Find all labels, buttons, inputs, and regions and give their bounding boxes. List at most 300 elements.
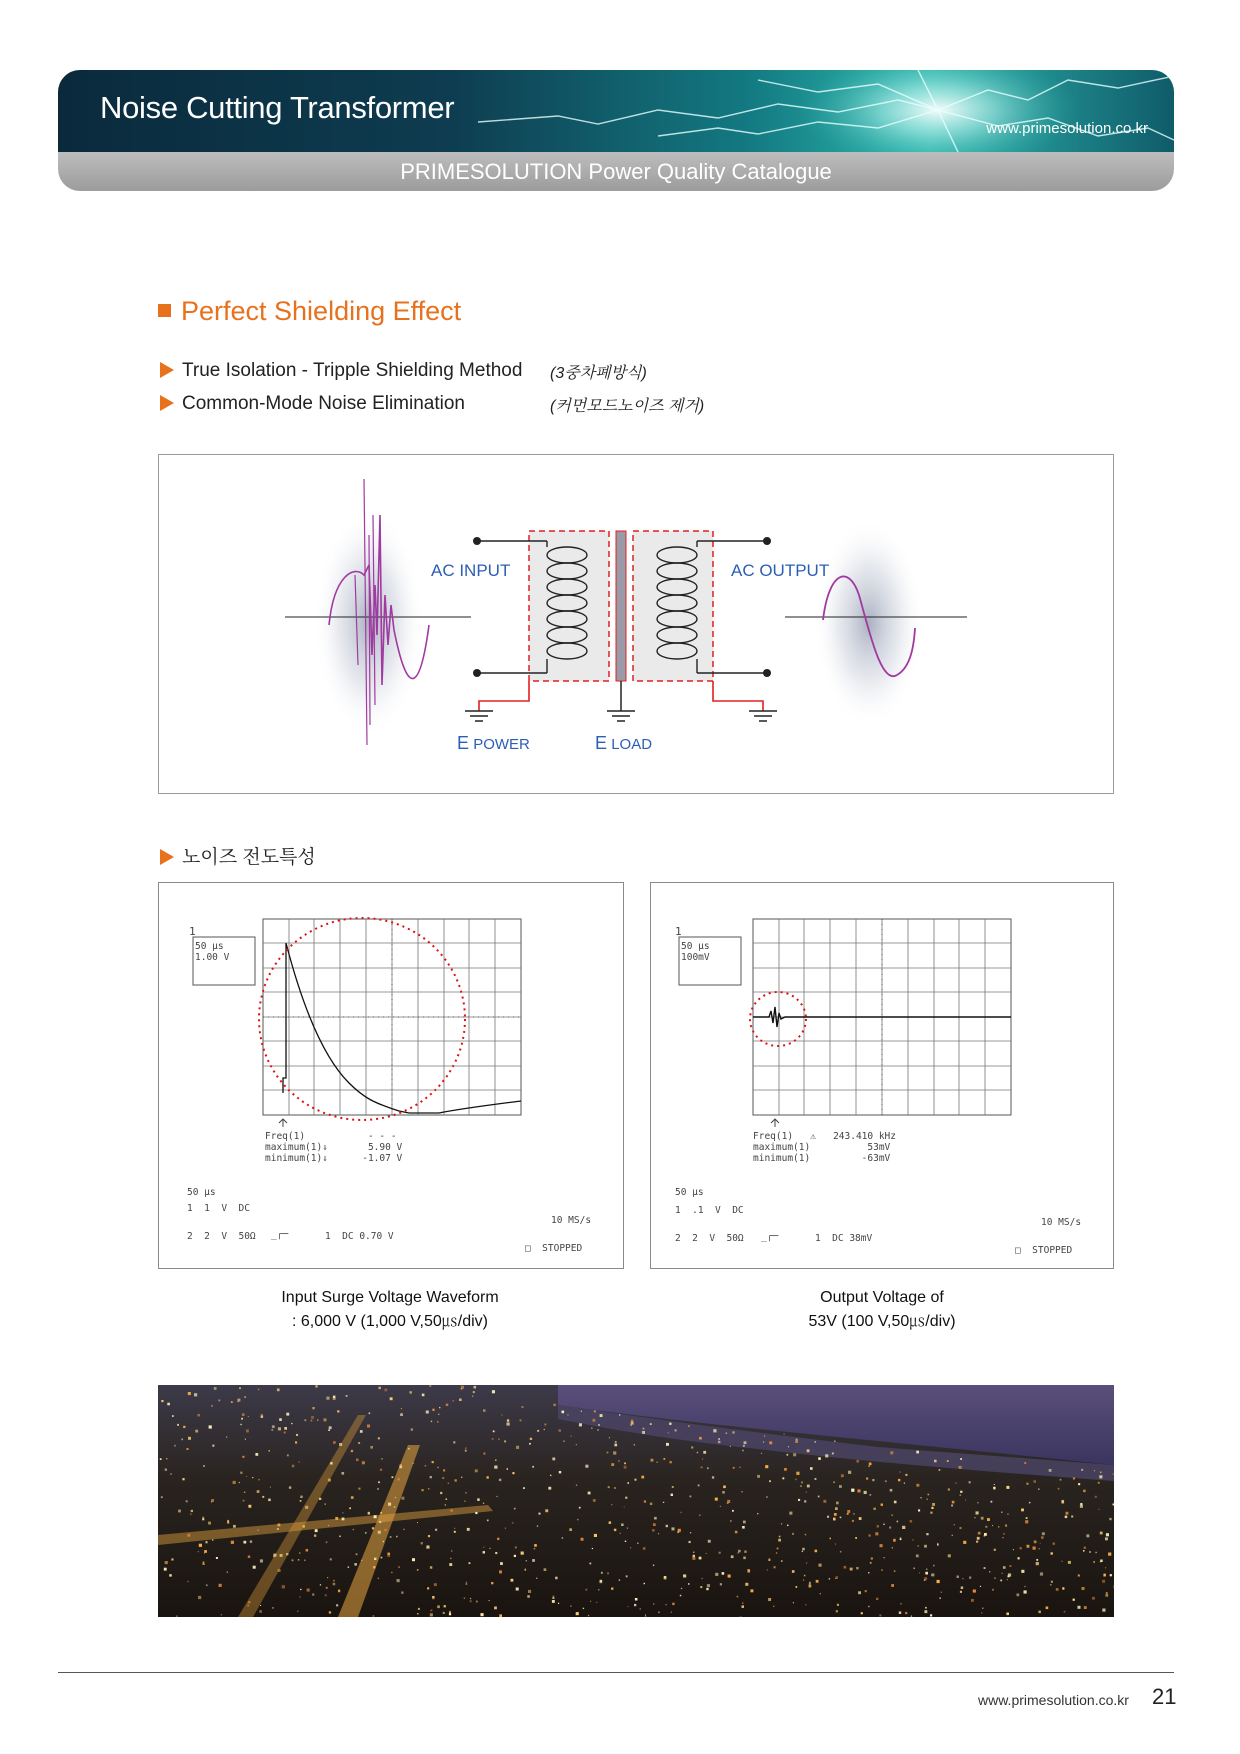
city-light xyxy=(607,1572,609,1574)
city-light xyxy=(707,1467,709,1469)
city-light xyxy=(459,1399,462,1402)
city-light xyxy=(994,1578,995,1579)
city-light xyxy=(994,1549,996,1551)
city-light xyxy=(856,1460,859,1463)
city-light xyxy=(1094,1470,1095,1471)
city-light xyxy=(868,1572,870,1574)
scope-sample-rate: 10 MS/s xyxy=(1041,1217,1082,1228)
city-light xyxy=(757,1513,758,1514)
city-light xyxy=(450,1558,451,1559)
city-light xyxy=(396,1536,398,1538)
city-light xyxy=(311,1420,313,1422)
city-light xyxy=(1001,1512,1002,1513)
city-light xyxy=(453,1441,455,1443)
city-light xyxy=(870,1494,872,1496)
city-light xyxy=(1062,1500,1064,1502)
city-light xyxy=(829,1578,830,1579)
city-light xyxy=(374,1515,377,1518)
city-light xyxy=(1026,1483,1028,1485)
city-light xyxy=(688,1583,690,1585)
city-light xyxy=(270,1487,271,1488)
city-light xyxy=(877,1525,879,1527)
city-light xyxy=(701,1466,703,1468)
city-light xyxy=(839,1485,842,1488)
city-light xyxy=(1066,1512,1069,1515)
city-light xyxy=(1003,1533,1005,1535)
city-light xyxy=(170,1473,171,1474)
ac-input-label: AC INPUT xyxy=(431,561,511,580)
city-light xyxy=(306,1549,309,1552)
city-light xyxy=(653,1603,654,1604)
city-light xyxy=(663,1502,664,1503)
city-light xyxy=(581,1411,582,1412)
city-light xyxy=(1002,1573,1003,1574)
city-light xyxy=(614,1444,617,1447)
city-light xyxy=(277,1528,279,1530)
city-light xyxy=(330,1462,332,1464)
city-light xyxy=(926,1533,928,1535)
city-light xyxy=(272,1425,275,1428)
city-light xyxy=(1051,1581,1053,1583)
city-light xyxy=(931,1575,932,1576)
city-light xyxy=(525,1569,527,1571)
city-light xyxy=(326,1541,328,1543)
scope-measurements: Freq(1) - - - maximum(1)⇓ 5.90 V minimum(1)⇓ -1.07 V xyxy=(265,1131,403,1164)
city-light xyxy=(1033,1547,1036,1550)
city-light xyxy=(621,1524,624,1527)
city-light xyxy=(1065,1516,1068,1519)
city-light xyxy=(642,1431,645,1434)
city-light xyxy=(985,1526,987,1528)
city-light xyxy=(992,1589,994,1591)
city-light xyxy=(443,1612,445,1614)
city-light xyxy=(451,1550,452,1551)
city-light xyxy=(937,1580,940,1583)
city-light xyxy=(305,1506,308,1509)
city-light xyxy=(593,1499,596,1502)
city-light xyxy=(240,1424,241,1425)
city-light xyxy=(866,1478,868,1480)
city-light xyxy=(767,1569,768,1570)
city-light xyxy=(781,1523,782,1524)
city-light xyxy=(830,1538,832,1540)
city-light xyxy=(392,1476,394,1478)
city-light xyxy=(475,1469,478,1472)
city-light xyxy=(850,1568,853,1571)
city-light xyxy=(432,1409,434,1411)
city-light xyxy=(514,1508,516,1510)
city-light xyxy=(1020,1547,1022,1549)
city-light xyxy=(1003,1566,1006,1569)
city-light xyxy=(544,1568,547,1571)
city-light xyxy=(361,1560,362,1561)
city-light xyxy=(847,1510,850,1513)
city-light xyxy=(233,1525,236,1528)
city-light xyxy=(499,1614,502,1617)
city-light xyxy=(827,1516,829,1518)
city-light xyxy=(181,1439,183,1441)
city-light xyxy=(1083,1550,1085,1552)
scope-scale: 50 μs 100mV xyxy=(681,941,710,963)
city-light xyxy=(731,1555,734,1558)
city-light xyxy=(807,1485,810,1488)
city-light xyxy=(437,1421,438,1422)
city-light xyxy=(742,1450,744,1452)
city-light xyxy=(374,1558,376,1560)
city-light xyxy=(900,1471,901,1472)
city-light xyxy=(445,1504,446,1505)
city-light xyxy=(198,1414,201,1417)
city-light xyxy=(777,1548,779,1550)
city-light xyxy=(303,1525,305,1527)
city-light xyxy=(784,1434,785,1435)
city-light xyxy=(742,1602,743,1603)
city-light xyxy=(627,1606,628,1607)
city-light xyxy=(810,1467,813,1470)
city-light xyxy=(905,1612,907,1614)
city-light xyxy=(221,1614,222,1615)
city-light xyxy=(489,1548,490,1549)
city-light xyxy=(960,1491,962,1493)
city-light xyxy=(504,1440,506,1442)
city-light xyxy=(868,1606,869,1607)
city-light xyxy=(776,1552,777,1553)
city-light xyxy=(598,1424,600,1426)
city-light xyxy=(286,1553,288,1555)
channel-marker: 1 xyxy=(675,925,682,938)
city-light xyxy=(278,1524,281,1527)
city-light xyxy=(852,1520,854,1522)
city-light xyxy=(495,1460,496,1461)
city-light xyxy=(650,1423,652,1425)
city-light xyxy=(977,1502,978,1503)
city-light xyxy=(848,1471,851,1474)
city-light xyxy=(645,1617,647,1618)
city-light xyxy=(613,1451,616,1454)
city-light xyxy=(911,1616,912,1617)
city-light xyxy=(164,1568,167,1571)
city-light xyxy=(1078,1606,1081,1609)
city-light xyxy=(300,1496,302,1498)
city-light xyxy=(449,1611,451,1613)
city-light xyxy=(619,1579,620,1580)
city-light xyxy=(244,1396,246,1398)
city-light xyxy=(195,1430,198,1433)
city-light xyxy=(625,1541,626,1542)
city-light xyxy=(798,1499,800,1501)
city-light xyxy=(410,1391,412,1393)
city-light xyxy=(855,1537,857,1539)
city-light xyxy=(1105,1537,1108,1540)
city-light xyxy=(526,1560,527,1561)
city-light xyxy=(1092,1597,1095,1600)
city-light xyxy=(1100,1532,1103,1535)
city-light xyxy=(698,1485,700,1487)
city-light xyxy=(296,1434,298,1436)
city-light xyxy=(299,1596,300,1597)
city-light xyxy=(495,1552,497,1554)
city-light xyxy=(571,1436,572,1437)
city-light xyxy=(241,1418,243,1420)
city-light xyxy=(425,1465,427,1467)
city-light xyxy=(1034,1541,1037,1544)
city-light xyxy=(553,1596,555,1598)
city-light xyxy=(718,1441,721,1444)
city-light xyxy=(211,1501,212,1502)
city-light xyxy=(474,1386,477,1389)
city-light xyxy=(720,1506,721,1507)
city-light xyxy=(719,1552,721,1554)
city-light xyxy=(472,1396,473,1397)
city-light xyxy=(690,1532,691,1533)
city-light xyxy=(597,1429,599,1431)
city-light xyxy=(400,1464,402,1466)
city-light xyxy=(351,1496,354,1499)
city-light xyxy=(291,1423,292,1424)
city-light xyxy=(835,1544,836,1545)
city-light xyxy=(675,1429,677,1431)
city-light xyxy=(203,1465,205,1467)
city-light xyxy=(552,1458,555,1461)
city-light xyxy=(837,1604,839,1606)
city-light xyxy=(733,1467,735,1469)
city-light xyxy=(1027,1545,1030,1548)
city-light xyxy=(765,1465,768,1468)
city-light xyxy=(802,1551,803,1552)
city-light xyxy=(1080,1505,1083,1508)
city-light xyxy=(499,1570,502,1573)
city-light xyxy=(723,1486,726,1489)
city-light xyxy=(865,1590,867,1592)
city-light xyxy=(1099,1475,1102,1478)
city-light xyxy=(611,1588,613,1590)
city-light xyxy=(730,1446,731,1447)
city-light xyxy=(670,1461,672,1463)
city-light xyxy=(498,1438,500,1440)
city-light xyxy=(889,1527,891,1529)
city-light xyxy=(1038,1489,1039,1490)
city-light xyxy=(880,1544,883,1547)
city-light xyxy=(1006,1613,1009,1616)
ac-output-label: AC OUTPUT xyxy=(731,561,830,580)
city-light xyxy=(739,1467,740,1468)
city-light xyxy=(1062,1588,1064,1590)
city-light xyxy=(1046,1607,1049,1610)
city-light xyxy=(453,1400,454,1401)
city-light xyxy=(593,1419,596,1422)
city-light xyxy=(823,1500,826,1503)
city-light xyxy=(666,1604,667,1605)
city-light xyxy=(483,1547,484,1548)
city-light xyxy=(592,1548,593,1549)
city-light xyxy=(494,1607,497,1610)
city-light xyxy=(611,1463,614,1466)
city-light xyxy=(641,1476,644,1479)
city-light xyxy=(246,1476,247,1477)
city-light xyxy=(380,1512,382,1514)
city-light xyxy=(715,1573,718,1576)
city-light xyxy=(239,1482,240,1483)
city-light xyxy=(483,1409,486,1412)
city-light xyxy=(658,1612,660,1614)
city-light xyxy=(594,1410,596,1412)
city-light xyxy=(924,1579,926,1581)
city-light xyxy=(924,1610,927,1613)
scope-scale: 50 μs 1.00 V xyxy=(195,941,230,963)
city-light xyxy=(900,1538,902,1540)
city-light xyxy=(820,1593,821,1594)
channel-marker: 1 xyxy=(189,925,196,938)
city-light xyxy=(1049,1469,1052,1472)
city-light xyxy=(961,1587,964,1590)
city-light xyxy=(871,1557,873,1559)
city-light xyxy=(328,1479,331,1482)
city-light xyxy=(398,1478,400,1480)
city-light xyxy=(954,1524,955,1525)
city-light xyxy=(562,1537,564,1539)
city-light xyxy=(920,1497,921,1498)
city-light xyxy=(430,1476,432,1478)
city-light xyxy=(422,1394,425,1397)
city-light xyxy=(740,1617,742,1618)
city-light xyxy=(680,1595,682,1597)
city-light xyxy=(461,1386,464,1389)
city-light xyxy=(211,1405,213,1407)
city-light xyxy=(466,1583,468,1585)
city-light xyxy=(205,1541,207,1543)
city-light xyxy=(1026,1517,1028,1519)
city-light xyxy=(169,1574,171,1576)
city-light xyxy=(576,1444,577,1445)
city-light xyxy=(507,1422,510,1425)
city-light xyxy=(577,1519,578,1520)
city-light xyxy=(534,1548,536,1550)
city-light xyxy=(881,1504,883,1506)
city-light xyxy=(380,1469,382,1471)
city-light xyxy=(600,1580,603,1583)
city-light xyxy=(959,1466,962,1469)
city-light xyxy=(853,1513,855,1515)
city-light xyxy=(586,1589,588,1591)
city-light xyxy=(844,1566,847,1569)
city-light xyxy=(558,1603,559,1604)
city-light xyxy=(448,1483,449,1484)
city-light xyxy=(354,1563,357,1566)
city-light xyxy=(187,1581,188,1582)
city-light xyxy=(691,1446,693,1448)
city-light xyxy=(365,1532,367,1534)
city-light xyxy=(333,1583,336,1586)
city-light xyxy=(476,1601,478,1603)
city-light xyxy=(693,1552,694,1553)
city-light xyxy=(732,1431,734,1433)
city-lights-image xyxy=(158,1385,1114,1617)
city-light xyxy=(569,1528,572,1531)
city-light xyxy=(809,1585,812,1588)
city-light xyxy=(1104,1574,1106,1576)
city-light xyxy=(951,1505,953,1507)
city-light xyxy=(299,1461,300,1462)
city-light xyxy=(851,1489,854,1492)
city-light xyxy=(395,1497,396,1498)
city-light xyxy=(707,1584,710,1587)
city-light xyxy=(470,1598,471,1599)
city-light xyxy=(764,1436,765,1437)
city-light xyxy=(671,1612,672,1613)
city-light xyxy=(1082,1587,1085,1590)
city-light xyxy=(980,1586,981,1587)
footer-url: www.primesolution.co.kr xyxy=(978,1692,1129,1708)
city-light xyxy=(869,1463,872,1466)
city-light xyxy=(335,1517,338,1520)
city-light xyxy=(1010,1565,1012,1567)
city-light xyxy=(588,1615,589,1616)
city-light xyxy=(635,1598,638,1601)
city-light xyxy=(858,1489,861,1492)
city-light xyxy=(579,1423,582,1426)
bullet-true-isolation: True Isolation - Tripple Shielding Method xyxy=(160,360,522,382)
city-light xyxy=(664,1577,667,1580)
city-light xyxy=(244,1541,247,1544)
city-light xyxy=(487,1520,489,1522)
city-light xyxy=(879,1614,881,1616)
city-light xyxy=(550,1475,551,1476)
city-light xyxy=(815,1441,816,1442)
city-light xyxy=(342,1518,345,1521)
city-light xyxy=(978,1532,981,1535)
city-light xyxy=(520,1420,522,1422)
city-light xyxy=(257,1490,260,1493)
city-light xyxy=(919,1572,920,1573)
city-light xyxy=(834,1513,837,1516)
city-light xyxy=(664,1458,666,1460)
trigger-icon: _┌─ xyxy=(761,1231,779,1242)
city-light xyxy=(1071,1516,1073,1518)
city-light xyxy=(178,1510,181,1513)
city-light xyxy=(769,1441,772,1444)
scope-channel-1: 1 1 V DC xyxy=(187,1203,250,1214)
city-light xyxy=(246,1430,249,1433)
city-light xyxy=(553,1404,555,1406)
city-light xyxy=(784,1468,787,1471)
city-light xyxy=(438,1414,439,1415)
city-light xyxy=(492,1438,494,1440)
city-light xyxy=(864,1491,867,1494)
city-light xyxy=(984,1567,986,1569)
city-light xyxy=(187,1448,189,1450)
city-light xyxy=(939,1469,941,1471)
city-light xyxy=(378,1531,381,1534)
city-light xyxy=(653,1523,656,1526)
city-light xyxy=(418,1608,420,1610)
city-light xyxy=(657,1462,658,1463)
city-light xyxy=(581,1538,584,1541)
city-light xyxy=(890,1451,893,1454)
city-light xyxy=(501,1414,502,1415)
city-light xyxy=(430,1566,432,1568)
city-light xyxy=(778,1539,781,1542)
city-light xyxy=(991,1501,993,1503)
city-light xyxy=(1060,1479,1062,1481)
city-light xyxy=(337,1410,339,1412)
city-light xyxy=(681,1588,682,1589)
city-light xyxy=(1108,1553,1111,1556)
city-light xyxy=(890,1489,893,1492)
city-light xyxy=(545,1509,548,1512)
city-light xyxy=(563,1441,564,1442)
city-light xyxy=(976,1541,978,1543)
city-light xyxy=(1036,1559,1038,1561)
